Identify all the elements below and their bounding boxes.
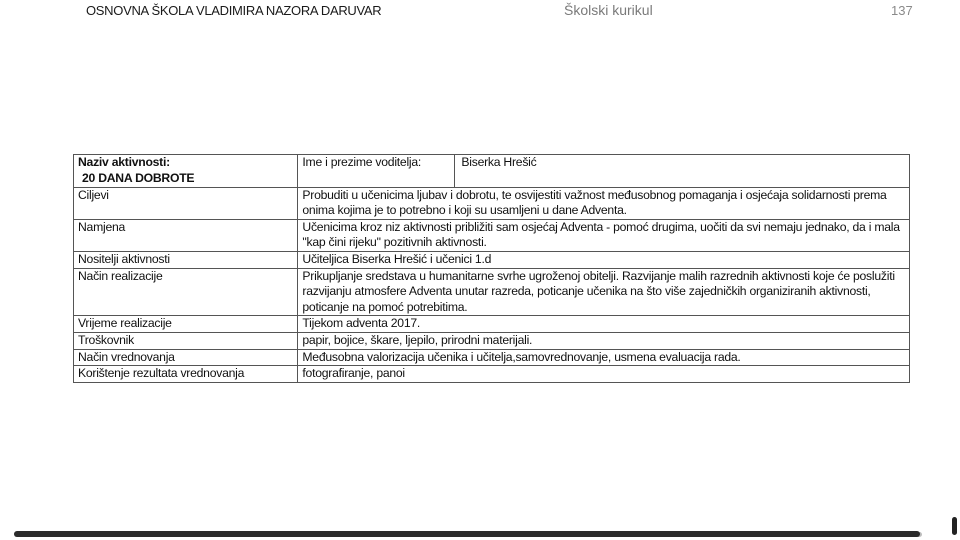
leader-cell: [298, 155, 910, 188]
leader-name: Biserka Hrešić: [461, 155, 537, 169]
table-row: [74, 268, 910, 316]
table-row: [74, 219, 910, 251]
table-row: [74, 316, 910, 333]
row-label: Način vrednovanja: [74, 349, 298, 366]
row-label: Namjena: [74, 219, 298, 251]
row-label: Korištenje rezultata vrednovanja: [74, 366, 298, 383]
row-value: fotografiranje, panoi: [298, 366, 910, 383]
document-title: Školski kurikul: [564, 2, 653, 18]
page-number: 137: [891, 3, 913, 18]
table-row: [74, 187, 910, 219]
table-row: [74, 349, 910, 366]
table-row: [74, 366, 910, 383]
row-value: Međusobna valorizacija učenika i učitelja,samovrednovanje, usmena evaluacija rada.: [298, 349, 910, 366]
vertical-scrollbar-thumb[interactable]: [952, 517, 957, 535]
table-row: [74, 332, 910, 349]
row-label: Troškovnik: [74, 332, 298, 349]
row-value: Učiteljica Biserka Hrešić i učenici 1.d: [298, 251, 910, 268]
row-value: Učenicima kroz niz aktivnosti približiti sam osjećaj Adventa - pomoć drugima, uočiti da svi nemaju jednako, da i mala "kap čini rijeku" pozitivnih aktivnosti.: [298, 219, 910, 251]
activity-name-cell: [74, 155, 298, 188]
row-value: papir, bojice, škare, ljepilo, prirodni materijali.: [298, 332, 910, 349]
page-header: [0, 0, 960, 22]
school-name: OSNOVNA ŠKOLA VLADIMIRA NAZORA DARUVAR: [86, 3, 382, 18]
row-label: Ciljevi: [74, 187, 298, 219]
row-label: Vrijeme realizacije: [74, 316, 298, 333]
activity-name-label: Naziv aktivnosti:: [78, 155, 170, 169]
table-row-title: [74, 155, 910, 188]
activity-table: [73, 154, 910, 383]
row-label: Način realizacije: [74, 268, 298, 316]
row-value: Probuditi u učenicima ljubav i dobrotu, te osvijestiti važnost međusobnog pomaganja i osjećaja solidarnosti prema onima kojima je to potrebno i koji su usamljeni u dane Adventa.: [298, 187, 910, 219]
row-value: Tijekom adventa 2017.: [298, 316, 910, 333]
row-value: Prikupljanje sredstava u humanitarne svrhe ugroženoj obitelji. Razvijanje malih razrednih aktivnosti koje će poslužiti razvijanju atmosfere Adventa unutar razreda, poticanje učenika na što više zajedničkih organiziranih aktivnosti, poticanje na pomoć potrebitima.: [298, 268, 910, 316]
activity-name: 20 DANA DOBROTE: [82, 170, 195, 185]
table-row: [74, 251, 910, 268]
horizontal-scrollbar-thumb[interactable]: [14, 531, 920, 537]
leader-label: Ime i prezime voditelja:: [298, 155, 455, 187]
row-label: Nositelji aktivnosti: [74, 251, 298, 268]
